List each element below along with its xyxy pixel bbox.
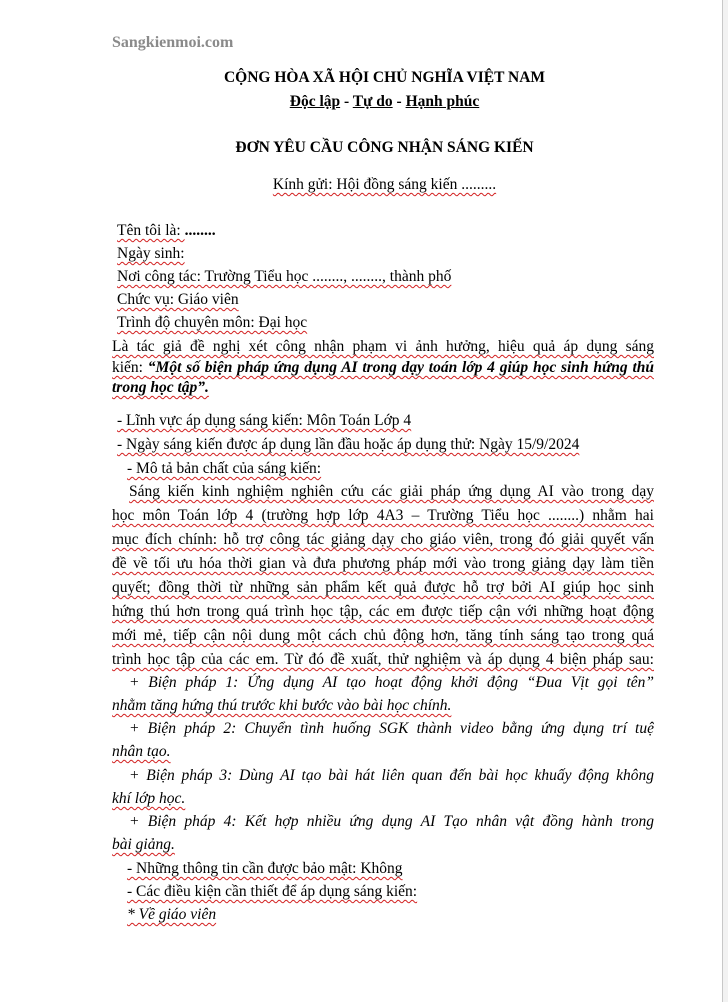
- first-applied-line: - Ngày sáng kiến được áp dụng lần đầu hoặc áp dụng thử: Ngày 15/9/2024: [117, 436, 580, 453]
- measure-1-line-2: nhằm tăng hứng thú trước khi bước vào bài học chính.: [112, 697, 452, 714]
- measure-2-line-2: nhân tạo.: [112, 743, 171, 760]
- national-title: CỘNG HÒA XÃ HỘI CHỦ NGHĨA VIỆT NAM: [223, 69, 546, 86]
- name-value: ........: [184, 222, 216, 239]
- recipient-line: [0, 175, 728, 195]
- essence-line-6: hứng thú hơn trong quá trình học tập, các em được tiếp cận với những hoạt động: [112, 603, 654, 620]
- initiative-title-end: trong học tập”.: [112, 379, 209, 396]
- motto-separator-1: -: [340, 93, 353, 110]
- essence-line-1: Sáng kiến kinh nghiệm nghiên cứu các giải pháp ứng dụng AI vào trong dạy: [129, 483, 654, 500]
- essence-line-8: trình học tập của các em. Từ đó đề xuất, thử nghiệm và áp dụng 4 biện pháp sau:: [112, 651, 654, 668]
- field-line: - Lĩnh vực áp dụng sáng kiến: Môn Toán Lớp 4: [117, 412, 412, 429]
- watermark: Sangkienmoi.com: [112, 34, 234, 51]
- initiative-title: “Một số biện pháp ứng dụng AI trong dạy toán lớp 4 giúp học sinh hứng thú: [147, 359, 654, 376]
- essence-line-5: quyết; đồng thời từ những sản phẩm kết quả được hỗ trợ bởi AI giúp học sinh: [112, 579, 654, 596]
- name-label: Tên tôi là:: [117, 222, 185, 239]
- measure-3-line-1: + Biện pháp 3: Dùng AI tạo bài hát liên quan đến bài học khuấy động không: [129, 767, 654, 784]
- motto-separator-2: -: [392, 93, 406, 110]
- intro-prefix: kiến:: [112, 359, 148, 376]
- dob-line: Ngày sinh:: [117, 245, 185, 262]
- motto-part-1: Độc lập: [289, 93, 341, 110]
- essence-line-3: mục đích chính: hỗ trợ công tác giảng dạy cho giáo viên, trong đó giải quyết vấn: [112, 531, 654, 548]
- essence-line-7: mới mẻ, tiếp cận nội dung một cách chủ động hơn, tăng tính sáng tạo trong quá: [112, 627, 654, 644]
- measure-4-line-2: bài giảng.: [112, 836, 175, 853]
- recipient-text: Kính gửi: Hội đồng sáng kiến .........: [272, 176, 497, 193]
- motto: [0, 92, 728, 112]
- motto-part-3: Hạnh phúc: [405, 93, 480, 110]
- intro-line-1: Là tác giả đề nghị xét công nhận phạm vi ảnh hưởng, hiệu quả áp dụng sáng: [112, 338, 654, 355]
- education-line: Trình độ chuyên môn: Đại học: [117, 314, 308, 331]
- measure-2-line-1: + Biện pháp 2: Chuyển tình huống SGK thành video bằng ứng dụng trí tuệ: [129, 720, 654, 737]
- measure-3-line-2: khí lớp học.: [112, 790, 186, 807]
- position-line: Chức vụ: Giáo viên: [117, 291, 239, 308]
- name-line: [117, 221, 216, 241]
- essence-line-2: học môn Toán lớp 4 (trường hợp lớp 4A3 – Trường Tiểu học ........) nhằm hai: [112, 507, 654, 524]
- essence-line-4: đề về tối ưu hóa thời gian và đưa phương pháp mới vào trong giảng dạy làm tiền: [112, 555, 654, 572]
- measure-4-line-1: + Biện pháp 4: Kết hợp nhiều ứng dụng AI Tạo nhân vật đồng hành trong: [129, 813, 654, 830]
- teacher-heading: * Về giáo viên: [127, 906, 217, 923]
- document-title: ĐƠN YÊU CẦU CÔNG NHẬN SÁNG KIẾN: [235, 139, 534, 156]
- intro-line-2: [112, 358, 654, 378]
- confidential-line: - Những thông tin cần được bảo mật: Không: [127, 860, 403, 877]
- window-edge: [723, 0, 728, 1002]
- essence-label: - Mô tả bản chất của sáng kiến:: [127, 460, 322, 477]
- workplace-line: Nơi công tác: Trường Tiểu học ........, ........, thành phố: [117, 268, 452, 285]
- measure-1-line-1: + Biện pháp 1: Ứng dụng AI tạo hoạt động khởi động “Đua Vịt gọi tên”: [129, 674, 654, 691]
- motto-part-2: Tự do: [352, 93, 393, 110]
- conditions-line: - Các điều kiện cần thiết để áp dụng sáng kiến:: [127, 883, 418, 900]
